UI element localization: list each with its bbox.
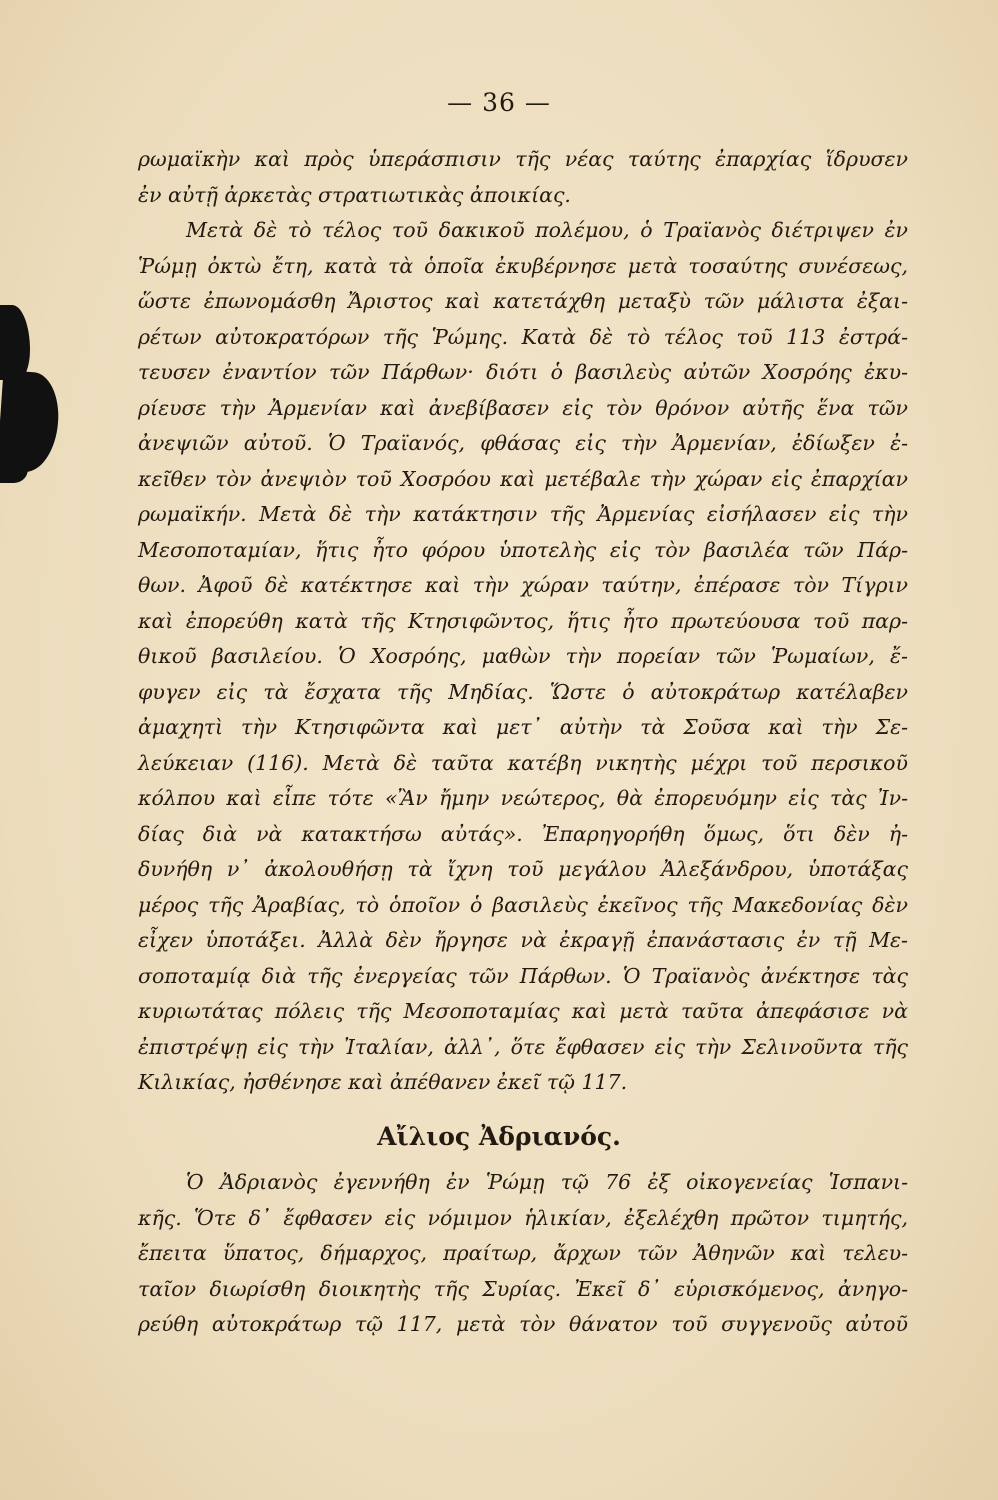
text-line: δυνήθη ν᾽ ἀκολουθήσῃ τὰ ἴχνη τοῦ μεγάλου Ἀλεξάνδρου, ὑποτάξας: [138, 857, 908, 881]
text-line: κεῖθεν τὸν ἀνεψιὸν τοῦ Χοσρόου καὶ μετέβαλε τὴν χώραν εἰς ἐπαρχίαν: [138, 466, 908, 491]
body-text-continued: [138, 1165, 908, 1343]
text-line: θων. Ἀφοῦ δὲ κατέκτησε καὶ τὴν χώραν ταύτην, ἐπέρασε τὸν Τίγριν: [138, 573, 908, 597]
text-line: ρεύθη αὐτοκράτωρ τῷ 117, μετὰ τὸν θάνατον τοῦ συγγενοῦς αὐτοῦ: [138, 1312, 908, 1336]
text-line: κῆς. Ὅτε δ᾽ ἔφθασεν εἰς νόμιμον ἡλικίαν, ἐξελέχθη πρῶτον τιμητής,: [138, 1205, 908, 1230]
text-line: Ῥώμῃ ὀκτὼ ἔτη, κατὰ τὰ ὁποῖα ἐκυβέρνησε μετὰ τοσαύτης συνέσεως,: [138, 253, 908, 278]
margin-stain-3: [0, 455, 28, 483]
section-heading: Αἴλιος Ἀδριανός.: [377, 1122, 621, 1151]
text-line: ταῖον διωρίσθη διοικητὴς τῆς Συρίας. Ἐκεῖ δ᾽ εὑρισκόμενος, ἀνηγο-: [138, 1276, 908, 1301]
text-line: καὶ ἐπορεύθη κατὰ τῆς Κτησιφῶντος, ἥτις ἦτο πρωτεύουσα τοῦ παρ-: [138, 608, 908, 633]
text-line: εἶχεν ὑποτάξει. Ἀλλὰ δὲν ἤργησε νὰ ἐκραγῇ ἐπανάστασις ἐν τῇ Με-: [138, 928, 908, 952]
text-line: θικοῦ βασιλείου. Ὁ Χοσρόης, μαθὼν τὴν πορείαν τῶν Ῥωμαίων, ἔ-: [138, 644, 908, 668]
text-line: ρίευσε τὴν Ἀρμενίαν καὶ ἀνεβίβασεν εἰς τὸν θρόνον αὐτῆς ἕνα τῶν: [138, 395, 908, 420]
text-line: λεύκειαν (116). Μετὰ δὲ ταῦτα κατέβη νικητὴς μέχρι τοῦ περσικοῦ: [138, 750, 908, 775]
text-line: σοποταμίᾳ διὰ τῆς ἐνεργείας τῶν Πάρθων. Ὁ Τραϊανὸς ἀνέκτησε τὰς: [138, 963, 908, 988]
text-line: Κιλικίας, ἠσθένησε καὶ ἀπέθανεν ἐκεῖ τῷ 117.: [138, 1070, 628, 1094]
text-line: ἐν αὐτῇ ἀρκετὰς στρατιωτικὰς ἀποικίας.: [138, 182, 571, 207]
text-line: κόλπου καὶ εἶπε τότε «Ἂν ἤμην νεώτερος, θὰ ἐπορευόμην εἰς τὰς Ἰν-: [138, 786, 908, 810]
text-line: Μετὰ δὲ τὸ τέλος τοῦ δακικοῦ πολέμου, ὁ Τραϊανὸς διέτριψεν ἐν: [186, 218, 908, 242]
text-line: ρωμαϊκὴν καὶ πρὸς ὑπεράσπισιν τῆς νέας ταύτης ἐπαρχίας ἵδρυσεν: [138, 147, 908, 171]
paragraph-3: [138, 1165, 908, 1343]
text-line: ρέτων αὐτοκρατόρων τῆς Ῥώμης. Κατὰ δὲ τὸ τέλος τοῦ 113 ἐστρά-: [138, 324, 908, 349]
page-number: — 36 —: [447, 88, 551, 117]
text-line: τευσεν ἐναντίον τῶν Πάρθων· διότι ὁ βασιλεὺς αὐτῶν Χοσρόης ἐκυ-: [138, 360, 908, 384]
text-line: ἀνεψιῶν αὐτοῦ. Ὁ Τραϊανός, φθάσας εἰς τὴν Ἀρμενίαν, ἐδίωξεν ἐ-: [138, 431, 908, 455]
paragraph-2: [138, 213, 908, 1101]
text-line: ρωμαϊκήν. Μετὰ δὲ τὴν κατάκτησιν τῆς Ἀρμενίας εἰσήλασεν εἰς τὴν: [138, 502, 908, 526]
text-line: Μεσοποταμίαν, ἥτις ἦτο φόρου ὑποτελὴς εἰς τὸν βασιλέα τῶν Πάρ-: [138, 537, 908, 562]
text-line: μέρος τῆς Ἀραβίας, τὸ ὁποῖον ὁ βασιλεὺς ἐκεῖνος τῆς Μακεδονίας δὲν: [138, 892, 908, 917]
text-line: Ὁ Ἀδριανὸς ἐγεννήθη ἐν Ῥώμῃ τῷ 76 ἐξ οἰκογενείας Ἱσπανι-: [186, 1170, 908, 1194]
text-line: ὥστε ἐπωνομάσθη Ἄριστος καὶ κατετάχθη μεταξὺ τῶν μάλιστα ἐξαι-: [138, 289, 908, 313]
body-text: [138, 142, 908, 1101]
text-line: ἀμαχητὶ τὴν Κτησιφῶντα καὶ μετ᾽ αὐτὴν τὰ Σοῦσα καὶ τὴν Σε-: [138, 715, 908, 739]
paragraph-1: [138, 142, 908, 213]
text-line: κυριωτάτας πόλεις τῆς Μεσοποταμίας καὶ μετὰ ταῦτα ἀπεφάσισε νὰ: [138, 999, 908, 1023]
text-line: ἔπειτα ὕπατος, δήμαρχος, πραίτωρ, ἄρχων τῶν Ἀθηνῶν καὶ τελευ-: [138, 1241, 908, 1265]
text-line: ἐπιστρέψῃ εἰς τὴν Ἰταλίαν, ἀλλ᾽, ὅτε ἔφθασεν εἰς τὴν Σελινοῦντα τῆς: [138, 1034, 908, 1059]
text-line: δίας διὰ νὰ κατακτήσω αὐτάς». Ἐπαρηγορήθη ὅμως, ὅτι δὲν ἠ-: [138, 821, 908, 846]
text-line: φυγεν εἰς τὰ ἔσχατα τῆς Μηδίας. Ὥστε ὁ αὐτοκράτωρ κατέλαβεν: [138, 679, 908, 704]
